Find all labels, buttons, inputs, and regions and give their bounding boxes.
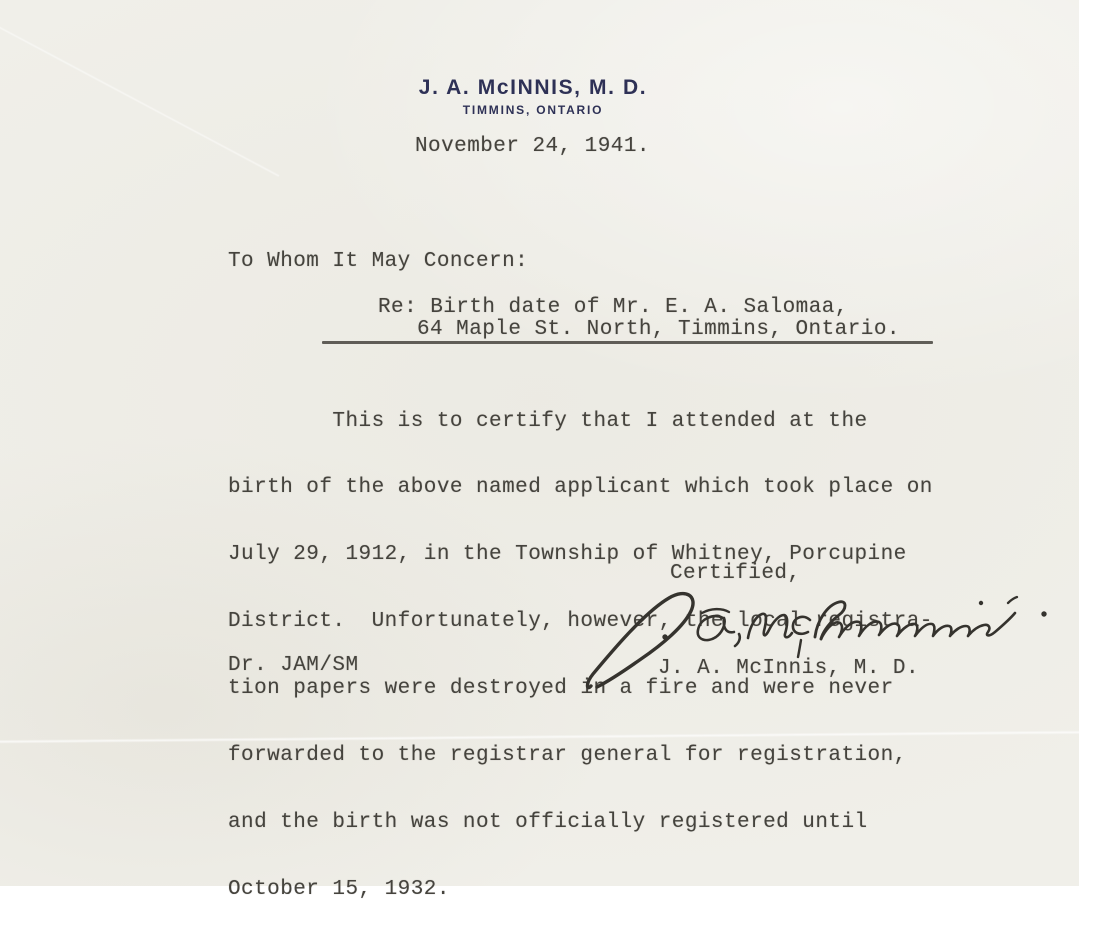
salutation: To Whom It May Concern: <box>228 250 529 273</box>
date-line: November 24, 1941. <box>415 135 650 158</box>
body-line: tion papers were destroyed in a fire and were never <box>228 677 894 701</box>
body-line: July 29, 1912, in the Township of Whitney, Porcupine <box>228 543 907 567</box>
letterhead-name: J. A. McINNIS, M. D. <box>418 76 648 99</box>
letterhead-location: TIMMINS, ONTARIO <box>462 103 604 117</box>
handwritten-signature <box>585 590 1055 700</box>
body-line: birth of the above named applicant which took place on <box>228 476 933 500</box>
body-line: District. Unfortunately, however, the local registra- <box>228 610 933 634</box>
certified-label: Certified, <box>670 562 801 585</box>
paper-crease <box>0 6 280 178</box>
reference-initials: Dr. JAM/SM <box>228 654 359 677</box>
body-line: This is to certify that I attended at the <box>228 409 868 433</box>
body-line: and the birth was not officially registered until <box>228 810 868 834</box>
subject-line-2: 64 Maple St. North, Timmins, Ontario. <box>417 318 900 341</box>
subject-underline <box>322 341 933 344</box>
signature-typed-name: J. A. McInnis, M. D. <box>658 657 920 680</box>
body-line: October 15, 1932. <box>228 877 450 901</box>
subject-line-1: Re: Birth date of Mr. E. A. Salomaa, <box>378 296 848 319</box>
body-line: forwarded to the registrar general for registration, <box>228 744 907 768</box>
